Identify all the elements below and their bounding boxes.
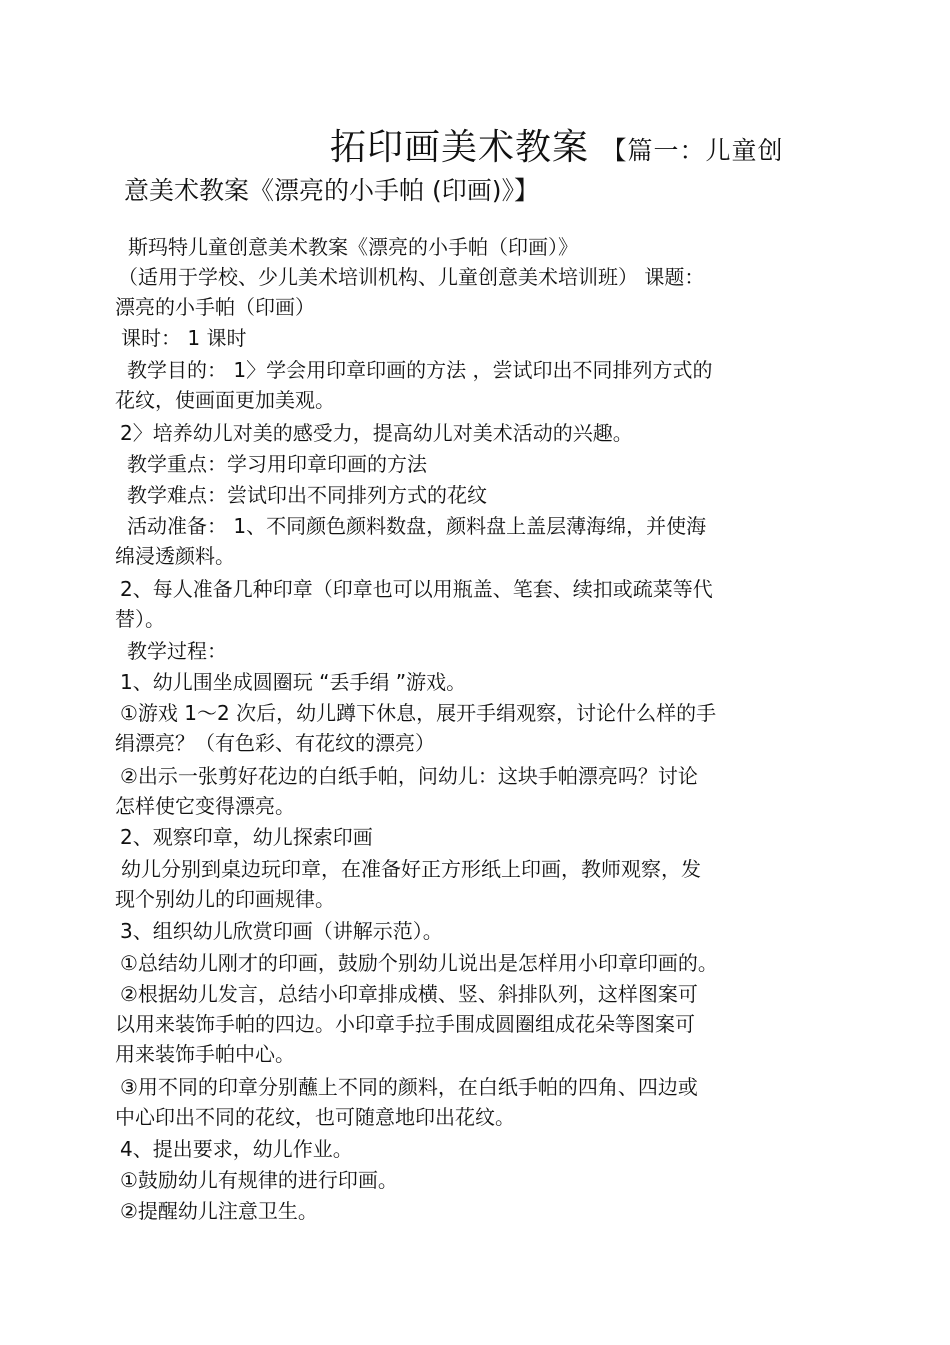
body-line: 教学重点：学习用印章印画的方法 bbox=[127, 452, 427, 476]
body-line: ②根据幼儿发言，总结小印章排成横、竖、斜排队列，这样图案可 bbox=[120, 982, 698, 1006]
body-line: 斯玛特儿童创意美术教案《漂亮的小手帕（印画）》 bbox=[128, 235, 578, 259]
body-line: 1、幼儿围坐成圆圈玩 “丢手绢 ”游戏。 bbox=[120, 670, 467, 694]
body-line: 课时： 1 课时 bbox=[121, 326, 247, 350]
body-line: ③用不同的印章分别蘸上不同的颜料，在白纸手帕的四角、四边或 bbox=[120, 1075, 698, 1099]
body-line: ①鼓励幼儿有规律的进行印画。 bbox=[120, 1168, 398, 1192]
body-line: 2、每人准备几种印章（印章也可以用瓶盖、笔套、续扣或疏菜等代 bbox=[120, 577, 713, 601]
body-line: 中心印出不同的花纹，也可随意地印出花纹。 bbox=[115, 1105, 515, 1129]
title-sub-line1: 【篇一：儿童创 bbox=[601, 136, 784, 165]
title-main-text: 拓印画美术教案 bbox=[330, 127, 590, 168]
body-line: ②出示一张剪好花边的白纸手帕，问幼儿：这块手帕漂亮吗？讨论 bbox=[120, 764, 698, 788]
body-line: ①游戏 1～2 次后，幼儿蹲下休息，展开手绢观察，讨论什么样的手 bbox=[120, 701, 717, 725]
body-line: 活动准备： 1、不同颜色颜料数盘，颜料盘上盖层薄海绵，并使海 bbox=[127, 514, 707, 538]
body-line: 漂亮的小手帕（印画） bbox=[115, 295, 315, 319]
body-line: 2〉培养幼儿对美的感受力，提高幼儿对美术活动的兴趣。 bbox=[120, 421, 633, 445]
body-line: 教学过程： bbox=[127, 639, 227, 663]
body-line: 教学目的： 1〉学会用印章印画的方法 ，尝试印出不同排列方式的 bbox=[127, 358, 713, 382]
body-line: 怎样使它变得漂亮。 bbox=[115, 794, 295, 818]
body-line: 绢漂亮？（有色彩、有花纹的漂亮） bbox=[115, 731, 435, 755]
document-title bbox=[330, 124, 783, 175]
body-line: 绵浸透颜料。 bbox=[115, 544, 235, 568]
body-line: ①总结幼儿刚才的印画，鼓励个别幼儿说出是怎样用小印章印画的。 bbox=[120, 951, 718, 975]
body-line: ②提醒幼儿注意卫生。 bbox=[120, 1199, 318, 1223]
body-line: 现个别幼儿的印画规律。 bbox=[115, 887, 335, 911]
body-line: 花纹，使画面更加美观。 bbox=[115, 388, 335, 412]
body-line: 3、组织幼儿欣赏印画（讲解示范）。 bbox=[120, 919, 443, 943]
body-line: 教学难点：尝试印出不同排列方式的花纹 bbox=[127, 483, 487, 507]
body-line: 用来装饰手帕中心。 bbox=[115, 1042, 295, 1066]
body-line: 4、提出要求，幼儿作业。 bbox=[120, 1137, 353, 1161]
body-line: 替）。 bbox=[115, 607, 165, 631]
body-line: （适用于学校、少儿美术培训机构、儿童创意美术培训班） 课题： bbox=[118, 265, 705, 289]
body-line: 2、观察印章，幼儿探索印画 bbox=[120, 825, 373, 849]
title-sub-line2: 意美术教案《漂亮的小手帕 (印画)》】 bbox=[124, 176, 539, 205]
body-line: 以用来装饰手帕的四边。小印章手拉手围成圆圈组成花朵等图案可 bbox=[115, 1012, 695, 1036]
body-line: 幼儿分别到桌边玩印章，在准备好正方形纸上印画，教师观察，发 bbox=[121, 857, 701, 881]
